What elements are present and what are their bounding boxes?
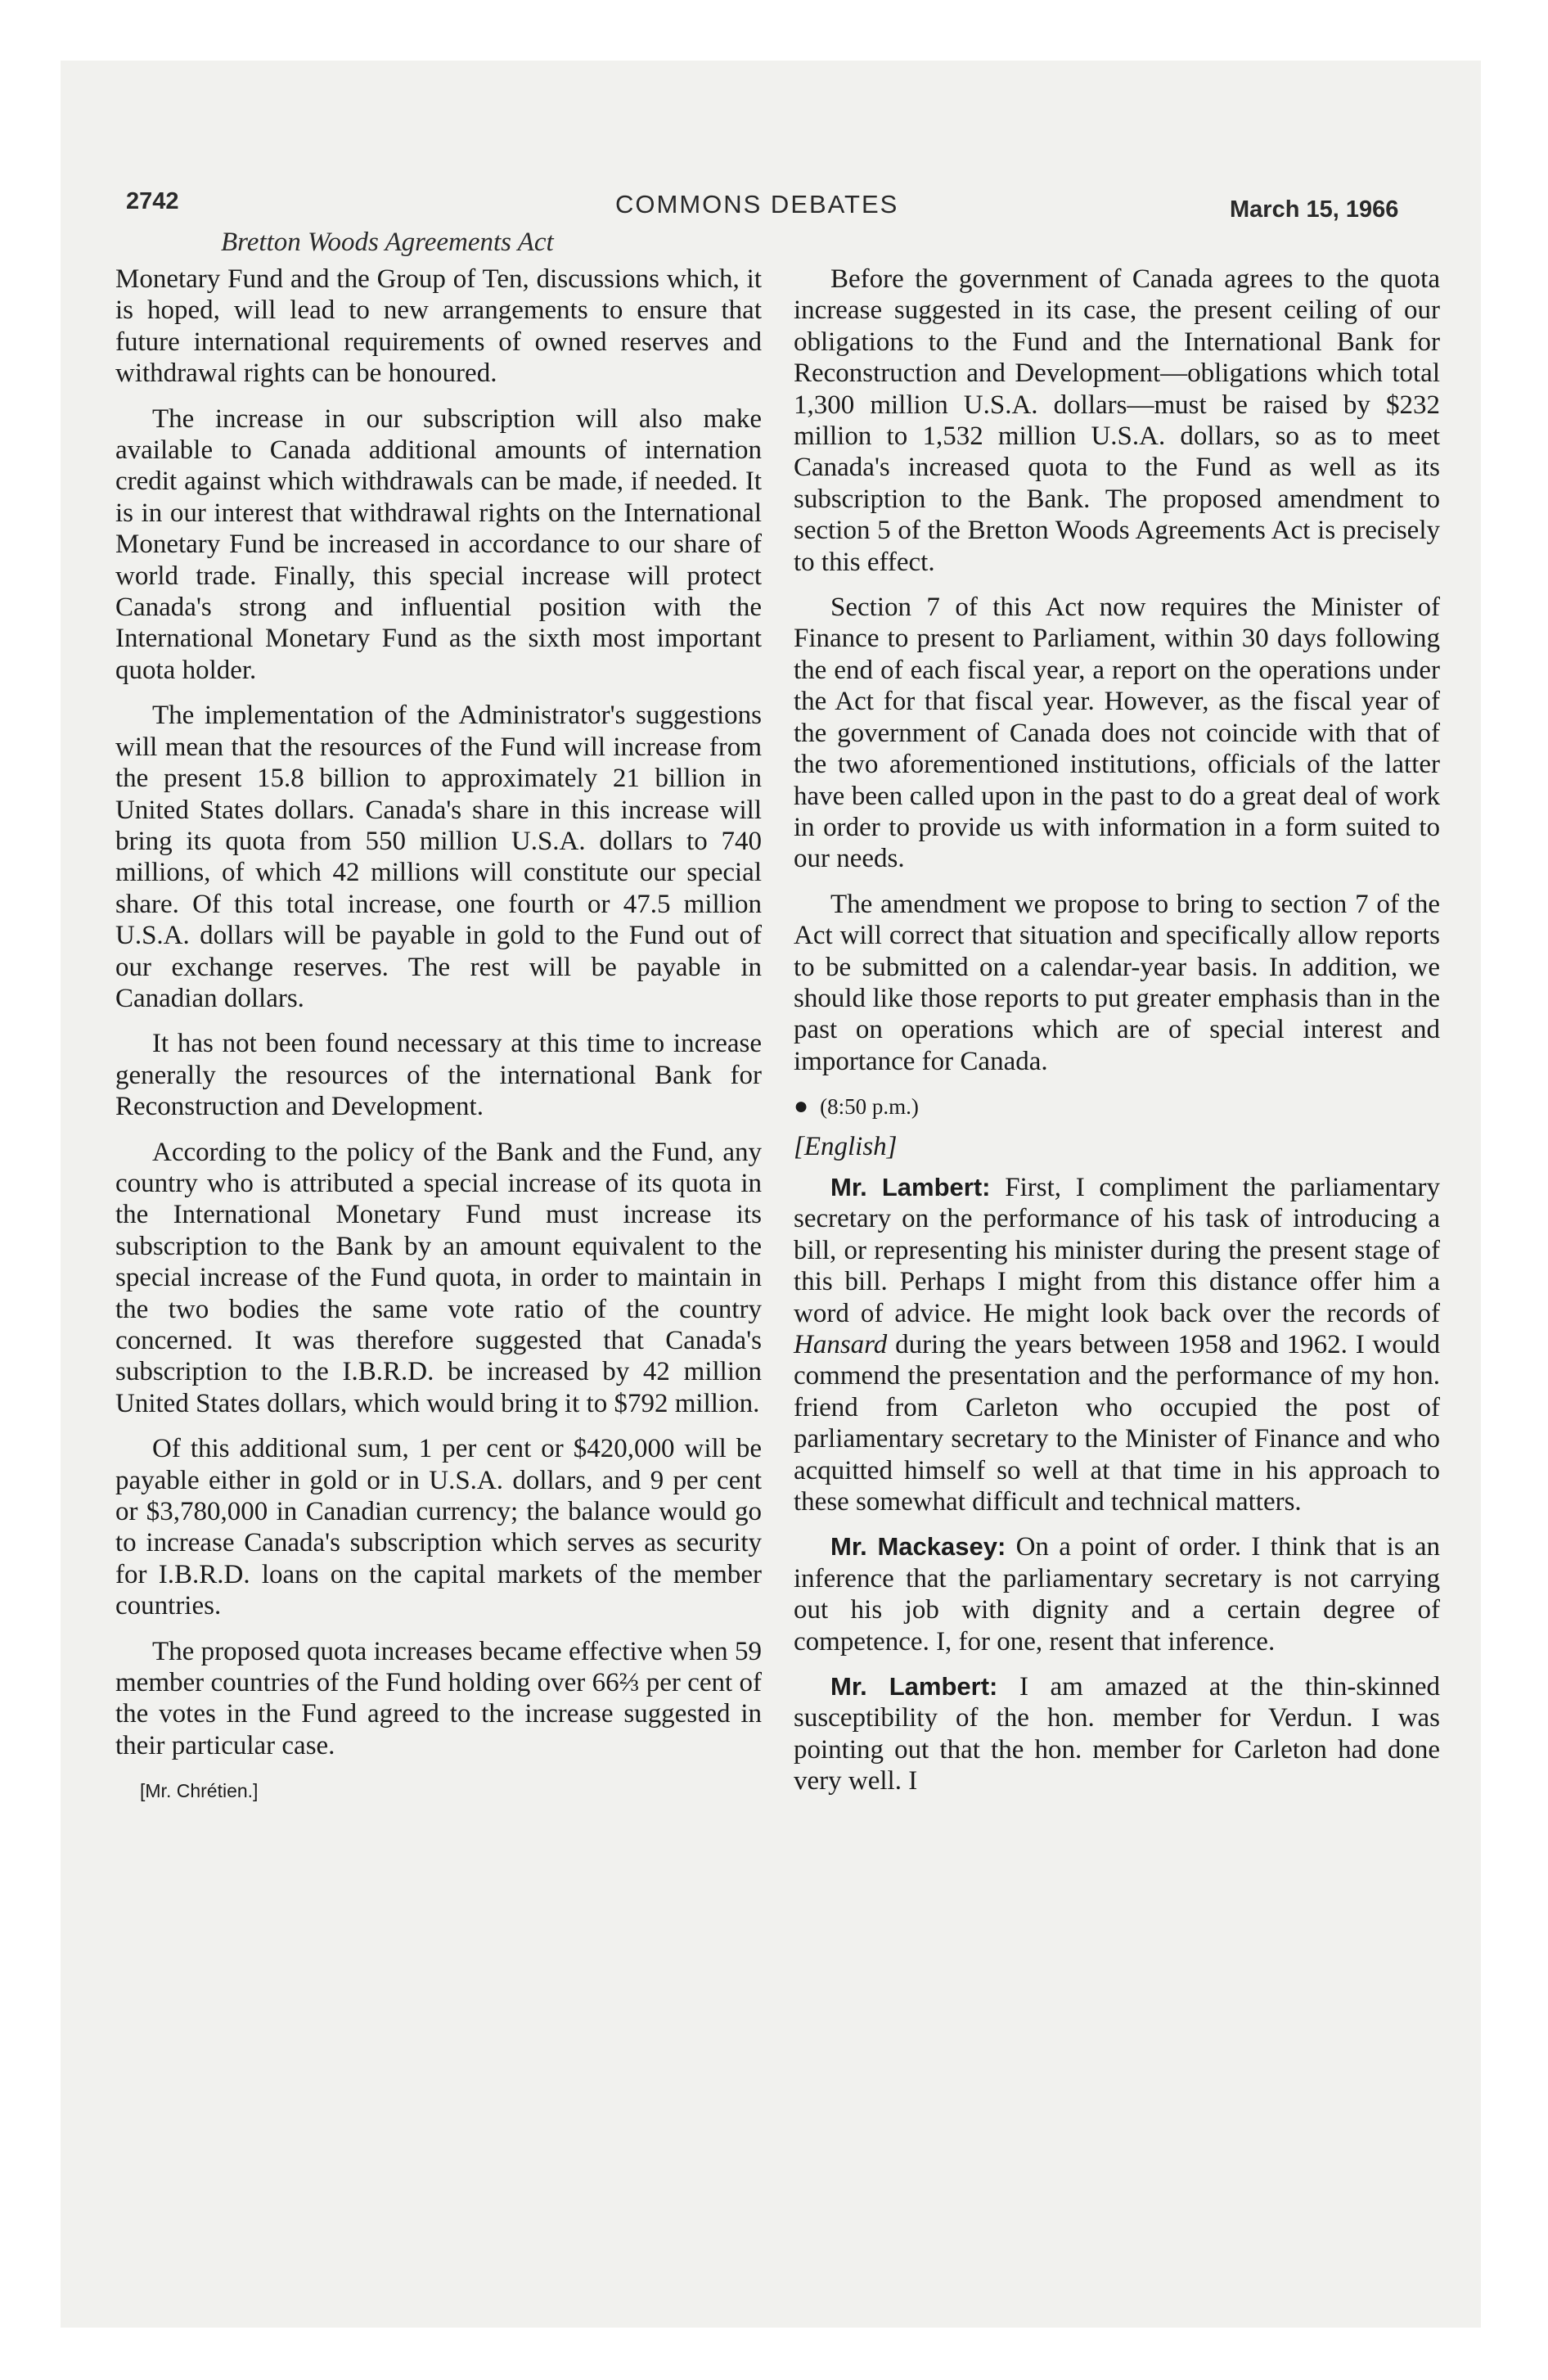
- speaker-attribution: [Mr. Chrétien.]: [140, 1780, 259, 1802]
- time-marker-text: (8:50 p.m.): [820, 1094, 919, 1120]
- speech-text: On a point of order. I think that is an inference that the parliamentary secretary is not carrying out his job with dignity and a certain degree of competence. I, for one, resent that inference.: [794, 1532, 1441, 1657]
- paragraph: The amendment we propose to bring to section 7 of the Act will correct that situation and specifically allow reports to be submitted on a calendar-year basis. In addition, we should like those reports to put greater emphasis than in the past on operations which are of special interest and importance for Canada.: [794, 889, 1440, 1076]
- speech-text: First, I compliment the parliamentary secretary on the performance of his task of introducing a bill, or representing his minister during the present stage of this bill. Perhaps I might from this distance offer him a word of advice. He might look back over the records of: [794, 1172, 1441, 1328]
- page-number: 2742: [126, 188, 179, 214]
- paragraph: Section 7 of this Act now requires the Minister of Finance to present to Parliament, within 30 days following the end of each fiscal year, a report on the operations under the Act for that fiscal year. However, as the fiscal year of the government of Canada does not coincide with that of the two aforementioned institutions, officials of the latter have been called upon in the past to do a great deal of work in order to provide us with information in a form suited to our needs.: [794, 593, 1440, 874]
- page-title: COMMONS DEBATES: [615, 190, 899, 219]
- paragraph: Before the government of Canada agrees to the quota increase suggested in its case, the present ceiling of our obligations to the Fund and the International Bank for Reconstruction and Development—obligations which total 1,300 million U.S.A. dollars—must be raised by $232 million to 1,532 million U.S.A. dollars, so as to meet Canada's increased quota to the Fund as well as its subscription to the Bank. The proposed amendment to section 5 of the Bretton Woods Agreements Act is precisely to this effect.: [794, 264, 1440, 577]
- speaker-name: Mr. Mackasey:: [830, 1532, 1006, 1562]
- page-date: March 15, 1966: [1230, 196, 1399, 223]
- speech-text: I am amazed at the thin-skinned susceptibility of the hon. member for Verdun. I was pointing out that the hon. member for Carleton had done very well. I: [794, 1672, 1440, 1796]
- speech-text: during the years between 1958 and 1962. I would commend the presentation and the performance of my hon. friend from Carleton who occupied the post of parliamentary secretary to the Minister of Finance and who acquitted himself so well at that time in his approach to these somewhat difficult and technical matters.: [794, 1330, 1440, 1517]
- paragraph: According to the policy of the Bank and the Fund, any country who is attributed a special increase of its quota in the International Monetary Fund must increase its subscription to the Bank by an amount equivalent to the special increase of the Fund quota, in order to maintain in the two bodies the same vote ratio of the country concerned. It was therefore suggested that Canada's subscription to the I.B.R.D. be increased by 42 million United States dollars, which would bring it to $792 million.: [115, 1137, 762, 1418]
- running-head: Bretton Woods Agreements Act: [221, 228, 554, 257]
- left-column: [115, 264, 762, 1807]
- paragraph: The increase in our subscription will also make available to Canada additional amounts of internation credit against which withdrawals can be made, if needed. It is in our interest that withdrawal rights on the International Monetary Fund be increased in accordance to our share of world trade. Finally, this special increase will protect Canada's strong and influential position with the International Monetary Fund as the sixth most important quota holder.: [115, 403, 762, 685]
- paragraph: Of this additional sum, 1 per cent or $420,000 will be payable either in gold or in U.S.A. dollars, and 9 per cent or $3,780,000 in Canadian currency; the balance would go to increase Canada's subscription which serves as security for I.B.R.D. loans on the capital markets of the member countries.: [115, 1434, 762, 1621]
- time-marker: [794, 1091, 1440, 1122]
- language-tag: [English]: [794, 1131, 898, 1161]
- speech-paragraph: [794, 1172, 1440, 1517]
- speech-paragraph: [794, 1531, 1440, 1657]
- paragraph: It has not been found necessary at this time to increase generally the resources of the international Bank for Reconstruction and Development.: [115, 1029, 762, 1122]
- speech-italic: Hansard: [794, 1330, 888, 1359]
- speech-paragraph: [794, 1671, 1440, 1797]
- speaker-name: Mr. Lambert:: [830, 1172, 991, 1201]
- bullet-icon: ●: [794, 1093, 809, 1120]
- right-column: [794, 264, 1440, 1811]
- paragraph: The implementation of the Administrator's suggestions will mean that the resources of the Fund will increase from the present 15.8 billion to approximately 21 billion in United States dollars. Canada's share in this increase will bring its quota from 550 million U.S.A. dollars to 740 millions, of which 42 millions will constitute our special share. Of this total increase, one fourth or 47.5 million U.S.A. dollars will be payable in gold to the Fund out of our exchange reserves. The rest will be payable in Canadian dollars.: [115, 701, 762, 1013]
- speaker-name: Mr. Lambert:: [830, 1672, 998, 1702]
- paragraph: Monetary Fund and the Group of Ten, discussions which, it is hoped, will lead to new arrangements to ensure that future international requirements of owned reserves and withdrawal rights can be honoured.: [115, 264, 762, 389]
- paragraph: The proposed quota increases became effective when 59 member countries of the Fund holding over 66⅔ per cent of the votes in the Fund agreed to the increase suggested in their particular case.: [115, 1636, 762, 1760]
